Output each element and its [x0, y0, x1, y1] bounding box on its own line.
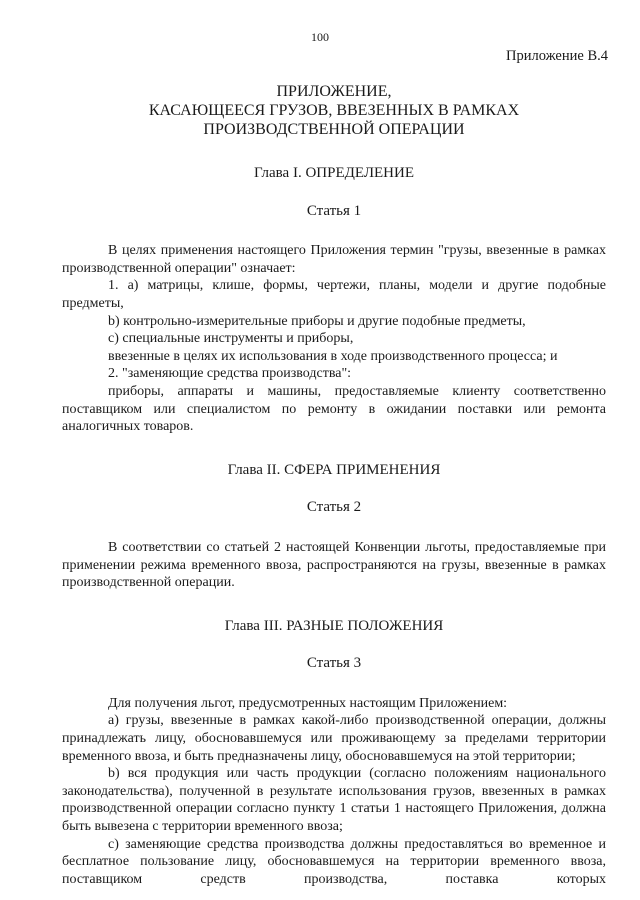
article-1-text: [62, 242, 606, 436]
article-3-item-b: b) вся продукция или часть продукции (согласно положениям национального законодательства), полученной в результате использования грузов, ввезенных в рамках производственной операции согласно пункту 1 статьи 1 настоящего Приложения, должна быть вывезена с территории временного ввоза;: [62, 766, 606, 835]
title-line-2: КАСАЮЩЕЕСЯ ГРУЗОВ, ВВЕЗЕННЫХ В РАМКАХ: [148, 102, 520, 119]
chapter-3-heading: Глава III. РАЗНЫЕ ПОЛОЖЕНИЯ: [224, 617, 444, 634]
appendix-reference: Приложение B.4: [506, 48, 608, 64]
article-2-text: [62, 539, 606, 592]
article-1-paragraph: В целях применения настоящего Приложения термин "грузы, ввезенные в рамках производственной операции" означает:: [62, 243, 606, 276]
title-line-3: ПРОИЗВОДСТВЕННОЙ ОПЕРАЦИИ: [203, 121, 465, 138]
article-1-item-1-purpose: ввезенные в целях их использования в ходе производственного процесса; и: [108, 348, 558, 364]
article-3-item-c: c) заменяющие средства производства должны предоставляться во временное и бесплатное пользование лицу, обосновавшемуся на территории временного ввоза, поставщиком средств производства, поставка которых: [62, 836, 606, 887]
chapter-1-heading: Глава I. ОПРЕДЕЛЕНИЕ: [253, 165, 414, 181]
article-1-item-2: 2. "заменяющие средства производства":: [108, 366, 352, 382]
article-2-heading: Статья 2: [306, 499, 362, 516]
document-body: [62, 74, 606, 888]
article-2-paragraph: В соответствии со статьей 2 настоящей Конвенции льготы, предоставляемые при применении режима временного ввоза, распространяются на грузы, ввезенные в рамках производственной операции.: [62, 539, 606, 591]
article-1-item-1c: c) специальные инструменты и приборы,: [108, 331, 354, 347]
document-title: [62, 82, 606, 139]
chapter-2-heading: Глава II. СФЕРА ПРИМЕНЕНИЯ: [227, 461, 441, 478]
article-3-intro: Для получения льгот, предусмотренных настоящим Приложением:: [108, 695, 508, 711]
article-1-item-1a: 1. a) матрицы, клише, формы, чертежи, планы, модели и другие подобные предметы,: [62, 278, 606, 311]
title-line-1: ПРИЛОЖЕНИЕ,: [276, 83, 392, 100]
page-number: 100: [311, 30, 329, 44]
article-3-heading: Статья 3: [306, 655, 362, 672]
article-1-item-1b: b) контрольно-измерительные приборы и другие подобные предметы,: [108, 313, 526, 329]
article-3-item-a: a) грузы, ввезенные в рамках какой-либо производственной операции, должны принадлежать лицу, обосновавшемуся или проживающему за пределами территории временного ввоза, и быть предназначены лицу, обосновавшемуся на этой территории;: [62, 713, 606, 764]
article-1-heading: Статья 1: [306, 202, 362, 219]
article-3-text: [62, 695, 606, 889]
article-1-item-2-definition: приборы, аппараты и машины, предоставляемые клиенту соответственно поставщиком или специалистом по ремонту в ожидании поставки или ремонта аналогичных товаров.: [62, 383, 606, 435]
